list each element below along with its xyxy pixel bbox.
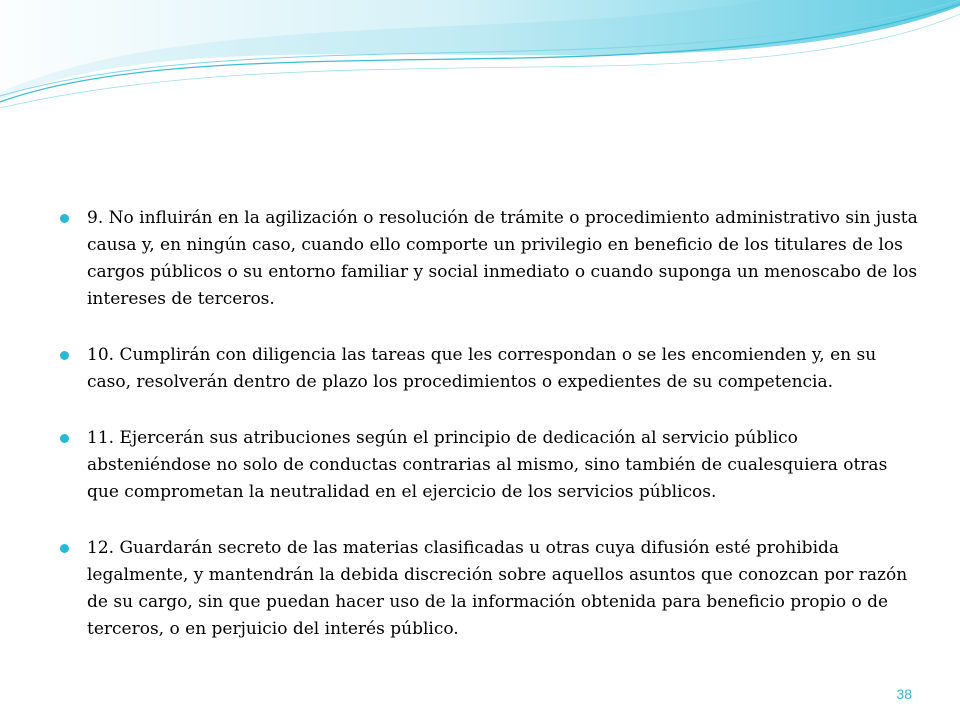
bullet-text: 12. Guardarán secreto de las materias clasificadas u otras cuya difusión esté prohibida legalmente, y mantendrán la debida discreción sobre aquellos asuntos que conozcan por razón de su cargo, sin que puedan hacer uso de la información obtenida para beneficio propio o de terceros, o en perjuicio del interés público. — [87, 538, 908, 639]
page-number: 38 — [896, 686, 912, 702]
content-bullet-list — [60, 205, 920, 672]
bullet-dot-icon — [60, 544, 69, 553]
bullet-dot-icon — [60, 214, 69, 223]
bullet-text: 10. Cumplirán con diligencia las tareas que les correspondan o se les encomienden y, en su caso, resolverán dentro de plazo los procedimientos o expedientes de su competencia. — [87, 345, 877, 392]
bullet-item-12 — [60, 535, 920, 643]
bullet-item-9 — [60, 205, 920, 313]
bullet-dot-icon — [60, 351, 69, 360]
bullet-text: 11. Ejercerán sus atribuciones según el principio de dedicación al servicio público absteniéndose no solo de conductas contrarias al mismo, sino también de cualesquiera otras que comprometan la neutralidad en el ejercicio de los servicios públicos. — [87, 428, 888, 502]
bullet-item-11 — [60, 425, 920, 506]
bullet-dot-icon — [60, 434, 69, 443]
bullet-item-10 — [60, 342, 920, 396]
header-wave-decoration — [0, 0, 960, 120]
bullet-text: 9. No influirán en la agilización o resolución de trámite o procedimiento administrativo sin justa causa y, en ningún caso, cuando ello comporte un privilegio en beneficio de los titulares de los cargos públicos o su entorno familiar y social inmediato o cuando suponga un menoscabo de los intereses de terceros. — [87, 208, 918, 309]
